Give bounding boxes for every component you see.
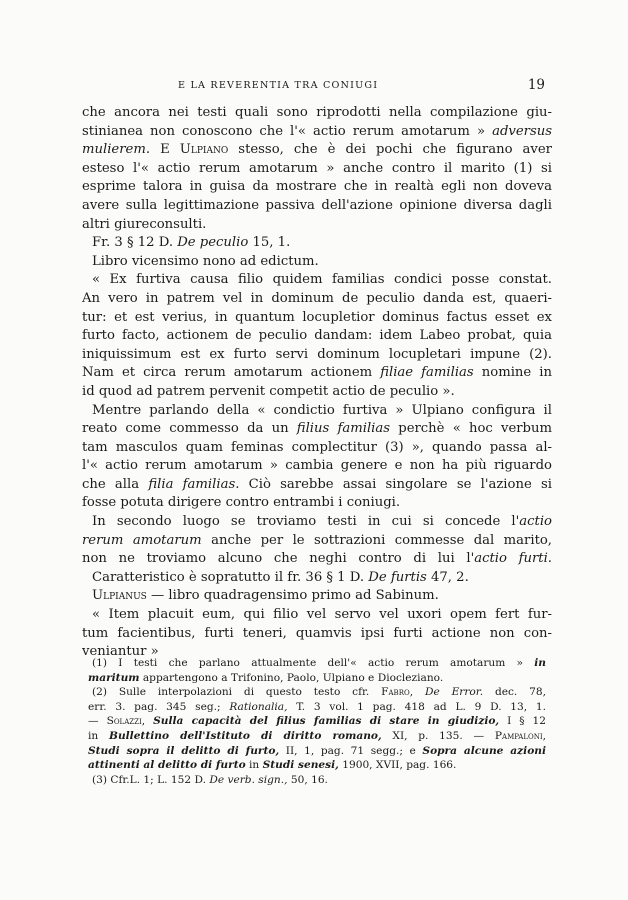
- text-line: rerum amotarum anche per le sottrazioni commesse dal marito,: [82, 532, 552, 548]
- footnote-line: maritum appartengono a Trifonino, Paolo, Ulpiano e Diocleziano.: [88, 671, 444, 684]
- page-header: [83, 77, 545, 96]
- text-line: Fr. 3 § 12 D. De peculio 15, 1.: [92, 235, 291, 251]
- text-line: esteso l'« actio rerum amotarum » anche contro il marito (1) si: [82, 160, 552, 176]
- text-line: avere sulla legittimazione passiva dell'azione opinione diversa dagli: [82, 197, 552, 213]
- page-number: 19: [527, 77, 545, 93]
- text-line: In secondo luogo se troviamo testi in cui si concede l'actio: [92, 514, 552, 530]
- text-line: tam masculos quam feminas complectitur (3) », quando passa al-: [82, 439, 552, 455]
- text-line: Nam et circa rerum amotarum actionem filiae familias nomine in: [82, 365, 552, 381]
- main-text: [82, 104, 552, 662]
- footnote-line: in Bullettino dell'Istituto di diritto romano, XI, p. 135. — Pampaloni,: [88, 729, 546, 742]
- footnote-line: (2) Sulle interpolazioni di questo testo cfr. Fabro, De Error. dec. 78,: [92, 686, 546, 699]
- footnote-line: err. 3. pag. 345 seg.; Rationalia, T. 3 vol. 1 pag. 418 ad L. 9 D. 13, 1.: [88, 700, 546, 713]
- footnote-line: attinenti al delitto di furto in Studi senesi, 1900, XVII, pag. 166.: [88, 759, 457, 772]
- text-line: che alla filia familias. Ciò sarebbe assai singolare se l'azione si: [82, 476, 552, 492]
- footnote-line: Studi sopra il delitto di furto, II, 1, pag. 71 segg.; e Sopra alcune azioni: [88, 744, 546, 757]
- text-line: fosse potuta dirigere contro entrambi i coniugi.: [82, 495, 401, 511]
- text-line: non ne troviamo alcuno che neghi contro di lui l'actio furti.: [82, 551, 552, 567]
- running-head: E LA REVERENTIA TRA CONIUGI: [178, 80, 379, 91]
- footnote-line: (1) I testi che parlano attualmente dell'« actio rerum amotarum » in: [92, 657, 546, 669]
- text-line: Libro vicensimo nono ad edictum.: [92, 253, 319, 269]
- text-line: tum facientibus, furti teneri, quamvis ipsi furti actione non con-: [82, 625, 552, 641]
- text-line: esprime talora in guisa da mostrare che in realtà egli non doveva: [82, 179, 552, 195]
- text-line: tur: et est verius, in quantum locupletior dominus factus esset ex: [82, 309, 552, 325]
- text-line: id quod ad patrem pervenit competit actio de peculio ».: [82, 383, 455, 399]
- text-line: Mentre parlando della « condictio furtiva » Ulpiano configura il: [92, 402, 552, 418]
- text-line: « Item placuit eum, qui filio vel servo vel uxori opem fert fur-: [92, 607, 552, 623]
- text-line: reato come commesso da un filius familias perchè « hoc verbum: [82, 421, 552, 437]
- text-line: veniantur »: [82, 644, 159, 660]
- text-line: furto facto, actionem de peculio dandam: idem Labeo probat, quia: [82, 328, 552, 344]
- footnotes: [88, 656, 546, 787]
- text-line: iniquissimum est ex furto servi dominum locupletari impune (2).: [82, 346, 552, 362]
- text-line: « Ex furtiva causa filio quidem familias condici posse constat.: [92, 272, 552, 288]
- text-line: stinianea non conoscono che l'« actio rerum amotarum » adversus: [82, 123, 552, 139]
- text-line: Ulpianus — libro quadragensimo primo ad Sabinum.: [92, 588, 439, 604]
- text-line: che ancora nei testi quali sono riprodotti nella compilazione giu-: [82, 105, 552, 120]
- text-line: l'« actio rerum amotarum » cambia genere e non ha più riguardo: [82, 458, 552, 474]
- text-line: An vero in patrem vel in dominum de peculio danda est, quaeri-: [82, 290, 552, 306]
- text-line: altri giureconsulti.: [82, 216, 207, 232]
- text-line: Caratteristico è sopratutto il fr. 36 § 1 D. De furtis 47, 2.: [92, 569, 469, 585]
- footnote-line: (3) Cfr.L. 1; L. 152 D. De verb. sign., 50, 16.: [92, 773, 328, 786]
- footnote-line: — Solazzi, Sulla capacità del filius familias di stare in giudizio, I § 12: [88, 715, 546, 728]
- text-line: mulierem. E Ulpiano stesso, che è dei pochi che figurano aver: [82, 142, 552, 158]
